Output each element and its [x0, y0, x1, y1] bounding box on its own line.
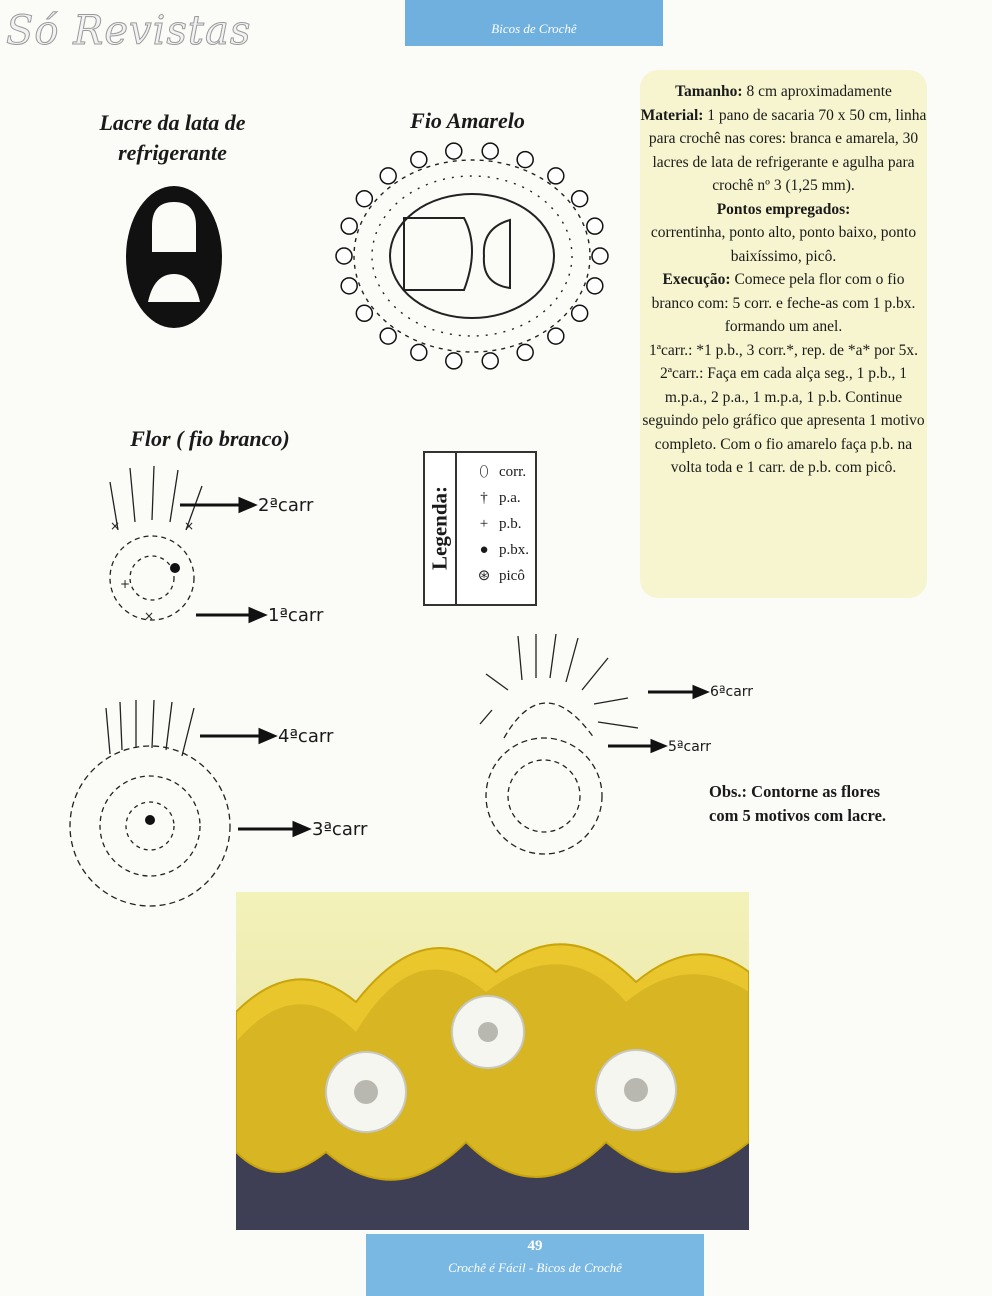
- picot-icon: [356, 305, 372, 321]
- picot-icon: [572, 191, 588, 207]
- round-6-label: 6ªcarr: [710, 684, 754, 700]
- edging-illustration: [236, 892, 749, 1230]
- svg-text:+: +: [120, 577, 131, 591]
- material-text: 1 pano de sacaria 70 x 50 cm, linha para crochê nas cores: branca e amarela, 30 lacres de lata de refrigerante e agulha para crochê nº 3 (1,25 mm).: [648, 106, 927, 194]
- legend-title: Legenda:: [427, 486, 452, 570]
- svg-text:×: ×: [144, 609, 155, 623]
- round1-text: 1ªcarr.: *1 p.b., 3 corr.*, rep. de *a* por 5x.: [649, 341, 918, 359]
- oval-icon: ⬯: [479, 464, 489, 480]
- picot-icon: [380, 328, 396, 344]
- tamanho-label: Tamanho:: [675, 83, 743, 100]
- picot-icon: [341, 278, 357, 294]
- svg-text:×: ×: [184, 519, 195, 533]
- picot-icon: [446, 143, 462, 159]
- legend-item-pbx: ● p.bx.: [475, 537, 529, 563]
- picot-icon: [572, 305, 588, 321]
- picot-icon: [341, 218, 357, 234]
- round-1-label: 1ªcarr: [268, 605, 324, 626]
- round2-text: 2ªcarr.: Faça em cada alça seg., 1 p.b., 1 m.p.a., 2 p.a., 1 m.p.a, 1 p.b. Continue seguindo pelo gráfico que apresenta 1 motivo completo. Com o fio amarelo faça p.b. na volta toda e 1 carr. de p.b. com picô.: [642, 365, 925, 476]
- picot-icon: [548, 328, 564, 344]
- execucao-label: Execução:: [662, 271, 731, 288]
- tamanho-text: 8 cm aproximadamente: [746, 83, 892, 100]
- round-4-label: 4ªcarr: [278, 726, 334, 747]
- can-tab-diagram: [124, 184, 224, 330]
- flower-diagram-rounds-3-4: [60, 694, 246, 946]
- picot-icon: [336, 248, 352, 264]
- picot-icon: ⊛: [477, 568, 491, 584]
- legend-item-corr: ⬯ corr.: [475, 459, 529, 485]
- pontos-label: Pontos empregados:: [716, 200, 851, 218]
- flower-diagram-rounds-5-6: [478, 628, 648, 856]
- execucao-text: Comece pela flor com o fio branco com: 5 corr. e feche-as com 1 p.bx. formando um anel.: [651, 271, 916, 335]
- legend-box: [423, 451, 537, 606]
- picot-icon: [356, 191, 372, 207]
- pontos-text: correntinha, ponto alto, ponto baixo, ponto baixíssimo, picô.: [650, 224, 917, 265]
- picot-icon: [411, 344, 427, 360]
- section-header: Bicos de Crochê: [405, 0, 663, 46]
- legend-title-cell: [425, 453, 457, 604]
- dot-icon: ●: [479, 542, 489, 558]
- picot-icon: [592, 248, 608, 264]
- legend-item-pa: † p.a.: [475, 485, 529, 511]
- finished-edging-photo: [236, 892, 749, 1230]
- legend-item-pico: ⊛ picô: [475, 563, 529, 589]
- instructions-box: [640, 70, 927, 598]
- page-footer: [366, 1234, 704, 1296]
- picot-icon: [380, 168, 396, 184]
- yellow-round-diagram: [332, 138, 612, 374]
- treble-icon: †: [480, 490, 488, 506]
- round-3-label: 3ªcarr: [312, 819, 368, 840]
- picot-icon: [587, 218, 603, 234]
- svg-text:×: ×: [110, 519, 121, 533]
- flower-diagram-rounds-1-2: [90, 460, 230, 630]
- picot-icon: [548, 168, 564, 184]
- picot-icon: [587, 278, 603, 294]
- page-number: 49: [527, 1238, 543, 1254]
- flor-title: Flor ( fio branco): [130, 426, 290, 451]
- picot-icon: [482, 353, 498, 369]
- legend-item-pb: + p.b.: [475, 511, 529, 537]
- watermark-logo: Só Revistas: [6, 8, 252, 54]
- footer-text: Crochê é Fácil - Bicos de Crochê: [448, 1260, 622, 1275]
- obs-note: Obs.: Contorne as flores com 5 motivos com lacre.: [709, 782, 887, 825]
- picot-icon: [482, 143, 498, 159]
- picot-icon: [446, 353, 462, 369]
- picot-icon: [517, 344, 533, 360]
- picot-icon: [411, 152, 427, 168]
- fio-amarelo-title: Fio Amarelo: [410, 108, 525, 133]
- picot-icon: [517, 152, 533, 168]
- round-2-label: 2ªcarr: [258, 495, 314, 516]
- lacre-title: Lacre da lata de refrigerante: [99, 110, 246, 165]
- round-5-label: 5ªcarr: [668, 739, 712, 755]
- material-label: Material:: [640, 106, 704, 124]
- plus-icon: +: [479, 516, 489, 532]
